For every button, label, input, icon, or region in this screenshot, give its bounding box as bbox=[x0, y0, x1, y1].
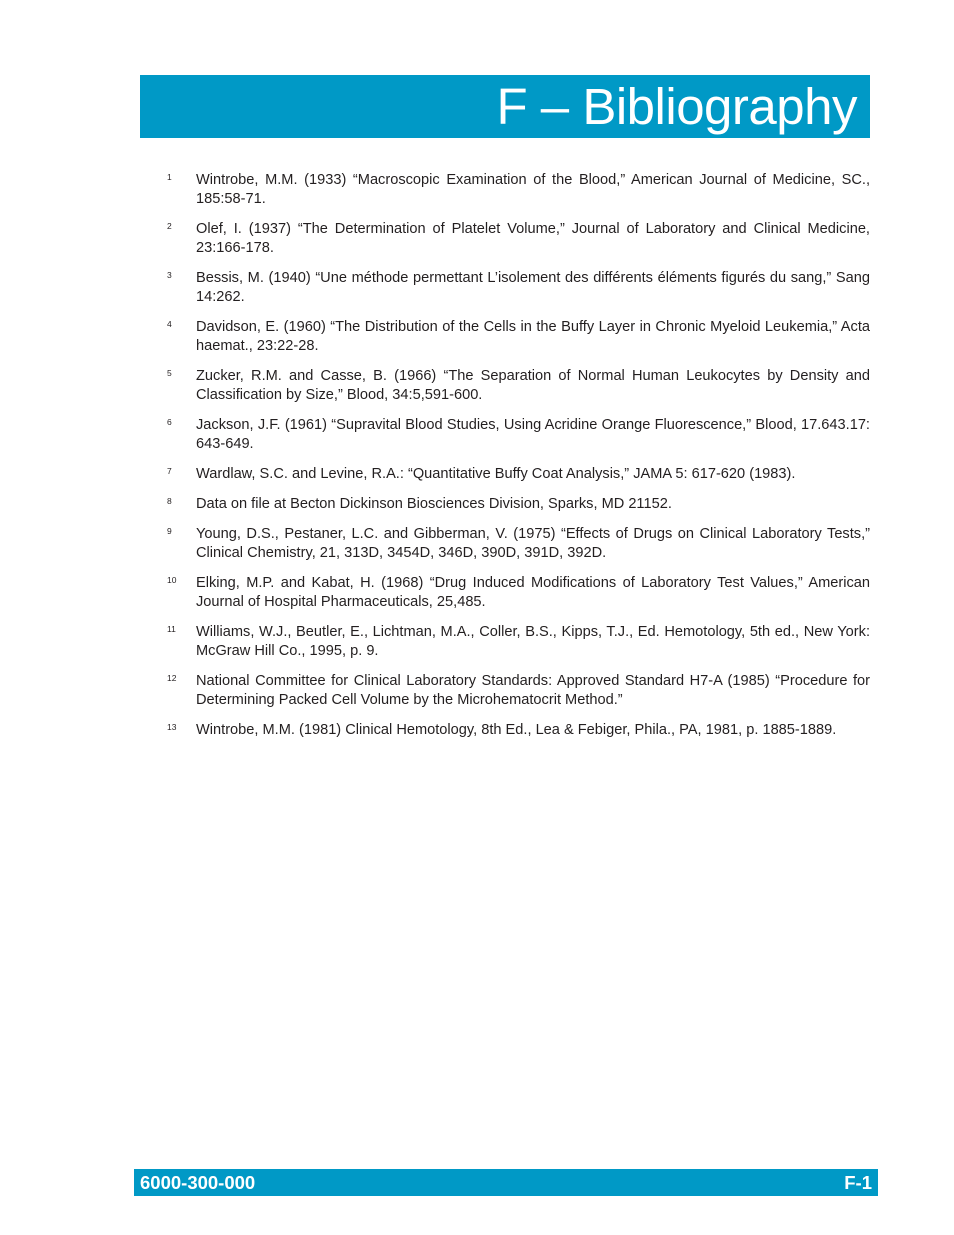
reference-text: Olef, I. (1937) “The Determination of Platelet Volume,” Journal of Laboratory and Clinical Medicine, 23:166-178. bbox=[196, 221, 870, 256]
reference-list bbox=[167, 171, 870, 751]
reference-text: Zucker, R.M. and Casse, B. (1966) “The Separation of Normal Human Leukocytes by Density and Classification by Size,” Blood, 34:5,591-600. bbox=[196, 368, 870, 403]
reference-item bbox=[167, 721, 870, 740]
page-number: F-1 bbox=[844, 1172, 872, 1193]
title-banner bbox=[140, 75, 870, 138]
reference-number: 3 bbox=[167, 270, 172, 280]
reference-number: 5 bbox=[167, 368, 172, 378]
reference-number: 1 bbox=[167, 172, 172, 182]
footer-bar bbox=[134, 1169, 878, 1196]
reference-number: 4 bbox=[167, 319, 172, 329]
reference-number: 8 bbox=[167, 496, 172, 506]
reference-number: 12 bbox=[167, 673, 177, 683]
reference-text: Jackson, J.F. (1961) “Supravital Blood Studies, Using Acridine Orange Fluorescence,” Blood, 17.643.17: 643-649. bbox=[196, 417, 870, 452]
reference-text: Young, D.S., Pestaner, L.C. and Gibberman, V. (1975) “Effects of Drugs on Clinical Laboratory Tests,” Clinical Chemistry, 21, 313D, 3454D, 346D, 390D, 391D, 392D. bbox=[196, 526, 870, 561]
page-title: F – Bibliography bbox=[496, 78, 857, 135]
reference-number: 7 bbox=[167, 466, 172, 476]
reference-item bbox=[167, 574, 870, 612]
reference-text: Wintrobe, M.M. (1933) “Macroscopic Examination of the Blood,” American Journal of Medicine, SC., 185:58-71. bbox=[196, 172, 870, 207]
reference-item bbox=[167, 672, 870, 710]
reference-item bbox=[167, 269, 870, 307]
reference-number: 9 bbox=[167, 526, 172, 536]
reference-text: Elking, M.P. and Kabat, H. (1968) “Drug Induced Modifications of Laboratory Test Values,” American Journal of Hospital Pharmaceuticals, 25,485. bbox=[196, 575, 870, 610]
reference-item bbox=[167, 171, 870, 209]
reference-item bbox=[167, 525, 870, 563]
reference-text: Data on file at Becton Dickinson Biosciences Division, Sparks, MD 21152. bbox=[196, 496, 672, 512]
reference-number: 6 bbox=[167, 417, 172, 427]
document-number: 6000-300-000 bbox=[140, 1172, 256, 1193]
reference-item bbox=[167, 416, 870, 454]
reference-number: 13 bbox=[167, 722, 177, 732]
reference-item bbox=[167, 495, 870, 514]
reference-text: Davidson, E. (1960) “The Distribution of the Cells in the Buffy Layer in Chronic Myeloid Leukemia,” Acta haemat., 23:22-28. bbox=[196, 319, 870, 354]
reference-number: 10 bbox=[167, 575, 177, 585]
reference-item bbox=[167, 465, 870, 484]
reference-number: 2 bbox=[167, 221, 172, 231]
reference-text: Wardlaw, S.C. and Levine, R.A.: “Quantitative Buffy Coat Analysis,” JAMA 5: 617-620 (1983). bbox=[196, 466, 796, 482]
reference-item bbox=[167, 623, 870, 661]
reference-text: Bessis, M. (1940) “Une méthode permettant L’isolement des différents éléments figurés du sang,” Sang 14:262. bbox=[196, 270, 870, 305]
reference-number: 11 bbox=[167, 624, 176, 634]
reference-text: Wintrobe, M.M. (1981) Clinical Hemotology, 8th Ed., Lea & Febiger, Phila., PA, 1981, p. 1885-1889. bbox=[196, 722, 837, 738]
reference-text: National Committee for Clinical Laboratory Standards: Approved Standard H7-A (1985) “Procedure for Determining Packed Cell Volume by the Microhematocrit Method.” bbox=[196, 673, 870, 708]
reference-item bbox=[167, 318, 870, 356]
reference-item bbox=[167, 220, 870, 258]
reference-text: Williams, W.J., Beutler, E., Lichtman, M.A., Coller, B.S., Kipps, T.J., Ed. Hemotology, 5th ed., New York: McGraw Hill Co., 1995, p. 9. bbox=[196, 624, 870, 659]
reference-item bbox=[167, 367, 870, 405]
